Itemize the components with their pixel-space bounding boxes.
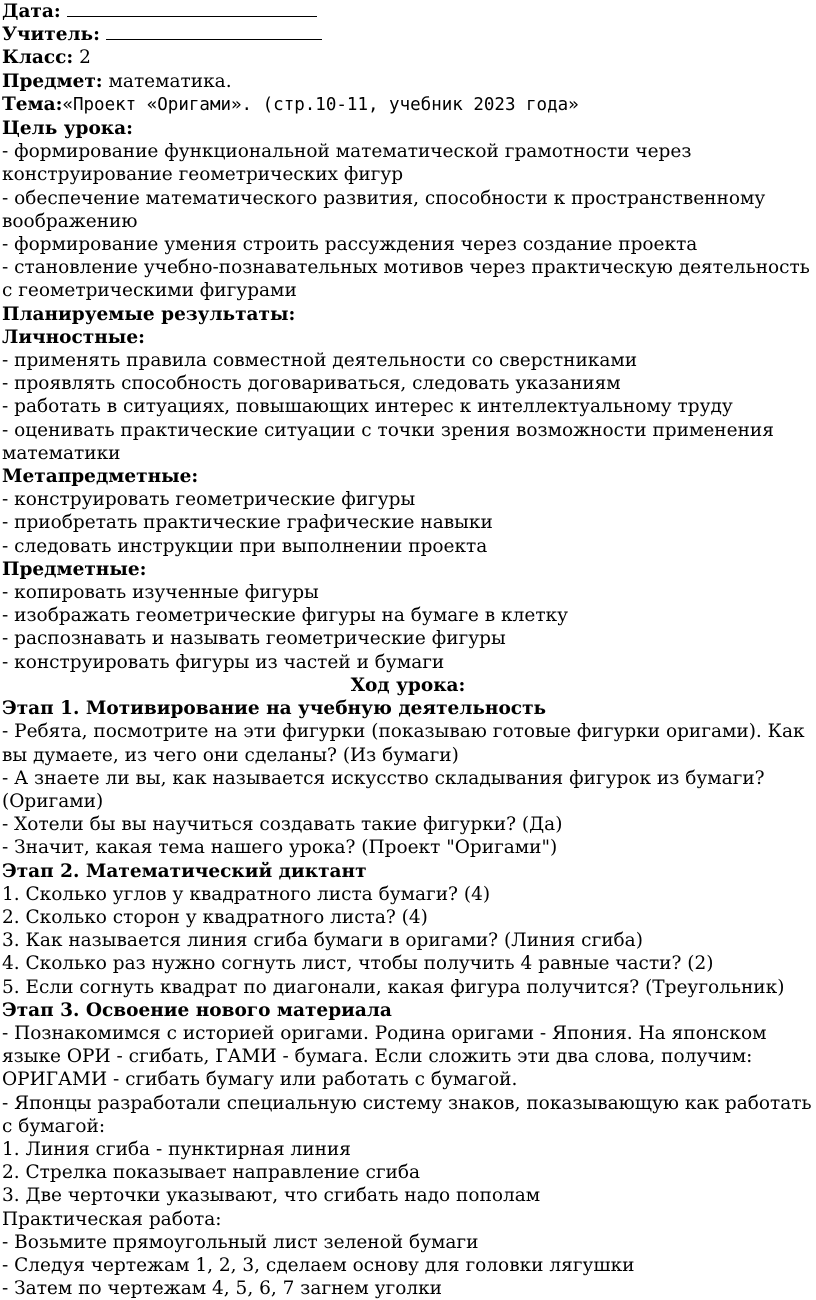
teacher-row	[2, 23, 814, 46]
stage2-item: 5. Если согнуть квадрат по диагонали, какая фигура получится? (Треугольник)	[2, 976, 785, 998]
topic-value: «Проект «Оригами». (стр.10-11, учебник 2023 года»	[62, 94, 579, 115]
meta-item: - следовать инструкции при выполнении проекта	[2, 535, 488, 557]
stage1-item: - Значит, какая тема нашего урока? (Проект "Оригами")	[2, 837, 558, 859]
personal-heading: Личностные:	[2, 326, 145, 348]
stage1-heading: Этап 1. Мотивирование на учебную деятельность	[2, 698, 547, 720]
stage3-item: 1. Линия сгиба - пунктирная линия	[2, 1138, 351, 1160]
personal-item: - проявлять способность договариваться, следовать указаниям	[2, 373, 621, 395]
stage1-item: - А знаете ли вы, как называется искусство складывания фигурок из бумаги? (Оригами)	[2, 767, 765, 812]
stage3-item: 2. Стрелка показывает направление сгиба	[2, 1162, 421, 1184]
goal-item: - становление учебно-познавательных мотивов через практическую деятельность с геометрическими фигурами	[2, 257, 810, 302]
class-label: Класс:	[2, 47, 74, 69]
stage3-item: 3. Две черточки указывают, что сгибать надо пополам	[2, 1185, 541, 1207]
meta-item: - конструировать геометрические фигуры	[2, 489, 416, 511]
date-row	[2, 0, 814, 23]
stage2-item: 1. Сколько углов у квадратного листа бумаги? (4)	[2, 883, 491, 905]
stage3-item: - Затем по чертежам 4, 5, 6, 7 загнем уголки	[2, 1278, 442, 1300]
stage3-heading: Этап 3. Освоение нового материала	[2, 999, 392, 1021]
stage3-item: - Возьмите прямоугольный лист зеленой бумаги	[2, 1231, 479, 1253]
stage3-item: Практическая работа:	[2, 1208, 222, 1230]
meta-item: - приобретать практические графические навыки	[2, 512, 493, 534]
topic-label: Тема:	[2, 93, 63, 115]
subject-result-item: - копировать изученные фигуры	[2, 582, 319, 604]
date-blank-line	[67, 0, 317, 17]
personal-item: - оценивать практические ситуации с точки зрения возможности применения математики	[2, 419, 774, 464]
subject-label: Предмет:	[2, 70, 103, 92]
goal-item: - формирование умения строить рассуждения через создание проекта	[2, 234, 698, 256]
personal-item: - работать в ситуациях, повышающих интерес к интеллектуальному труду	[2, 396, 733, 418]
subject-result-item: - распознавать и называть геометрические фигуры	[2, 628, 506, 650]
subject-value: математика.	[108, 70, 232, 92]
stage1-item: - Ребята, посмотрите на эти фигурки (показываю готовые фигурки оригами). Как вы думаете, из чего они сделаны? (Из бумаги)	[2, 721, 805, 766]
goal-item: - формирование функциональной математической грамотности через конструирование геометрических фигур	[2, 141, 692, 186]
date-label: Дата:	[2, 1, 61, 22]
stage2-item: 2. Сколько сторон у квадратного листа? (4)	[2, 906, 428, 928]
personal-item: - применять правила совместной деятельности со сверстниками	[2, 350, 638, 372]
stage3-item: - Японцы разработали специальную систему знаков, показывающую как работать с бумагой:	[2, 1092, 812, 1137]
stage2-item: 4. Сколько раз нужно согнуть лист, чтобы получить 4 равные части? (2)	[2, 953, 714, 975]
stage2-heading: Этап 2. Математический диктант	[2, 860, 367, 882]
teacher-blank-line	[106, 23, 322, 40]
teacher-label: Учитель:	[2, 24, 100, 46]
lesson-heading: Ход урока:	[350, 674, 466, 696]
topic-row	[2, 93, 814, 117]
results-heading: Планируемые результаты:	[2, 303, 296, 325]
class-row	[2, 46, 814, 69]
subject-result-item: - конструировать фигуры из частей и бумаги	[2, 651, 445, 673]
stage2-item: 3. Как называется линия сгиба бумаги в оригами? (Линия сгиба)	[2, 930, 643, 952]
subject-row	[2, 70, 814, 93]
goal-item: - обеспечение математического развития, способности к пространственному воображению	[2, 187, 766, 232]
stage3-item: - Познакомимся с историей оригами. Родина оригами - Япония. На японском языке ОРИ - сгибать, ГАМИ - бумага. Если сложить эти два слова, получим: ОРИГАМИ - сгибать бумагу или работать с бумагой.	[2, 1022, 767, 1091]
stage1-item: - Хотели бы вы научиться создавать такие фигурки? (Да)	[2, 814, 563, 836]
subject-result-item: - изображать геометрические фигуры на бумаге в клетку	[2, 605, 569, 627]
stage3-item: - Следуя чертежам 1, 2, 3, сделаем основу для головки лягушки	[2, 1254, 635, 1276]
subject-results-heading: Предметные:	[2, 558, 147, 580]
goals-heading: Цель урока:	[2, 118, 133, 140]
class-value: 2	[79, 47, 91, 69]
meta-heading: Метапредметные:	[2, 466, 199, 488]
